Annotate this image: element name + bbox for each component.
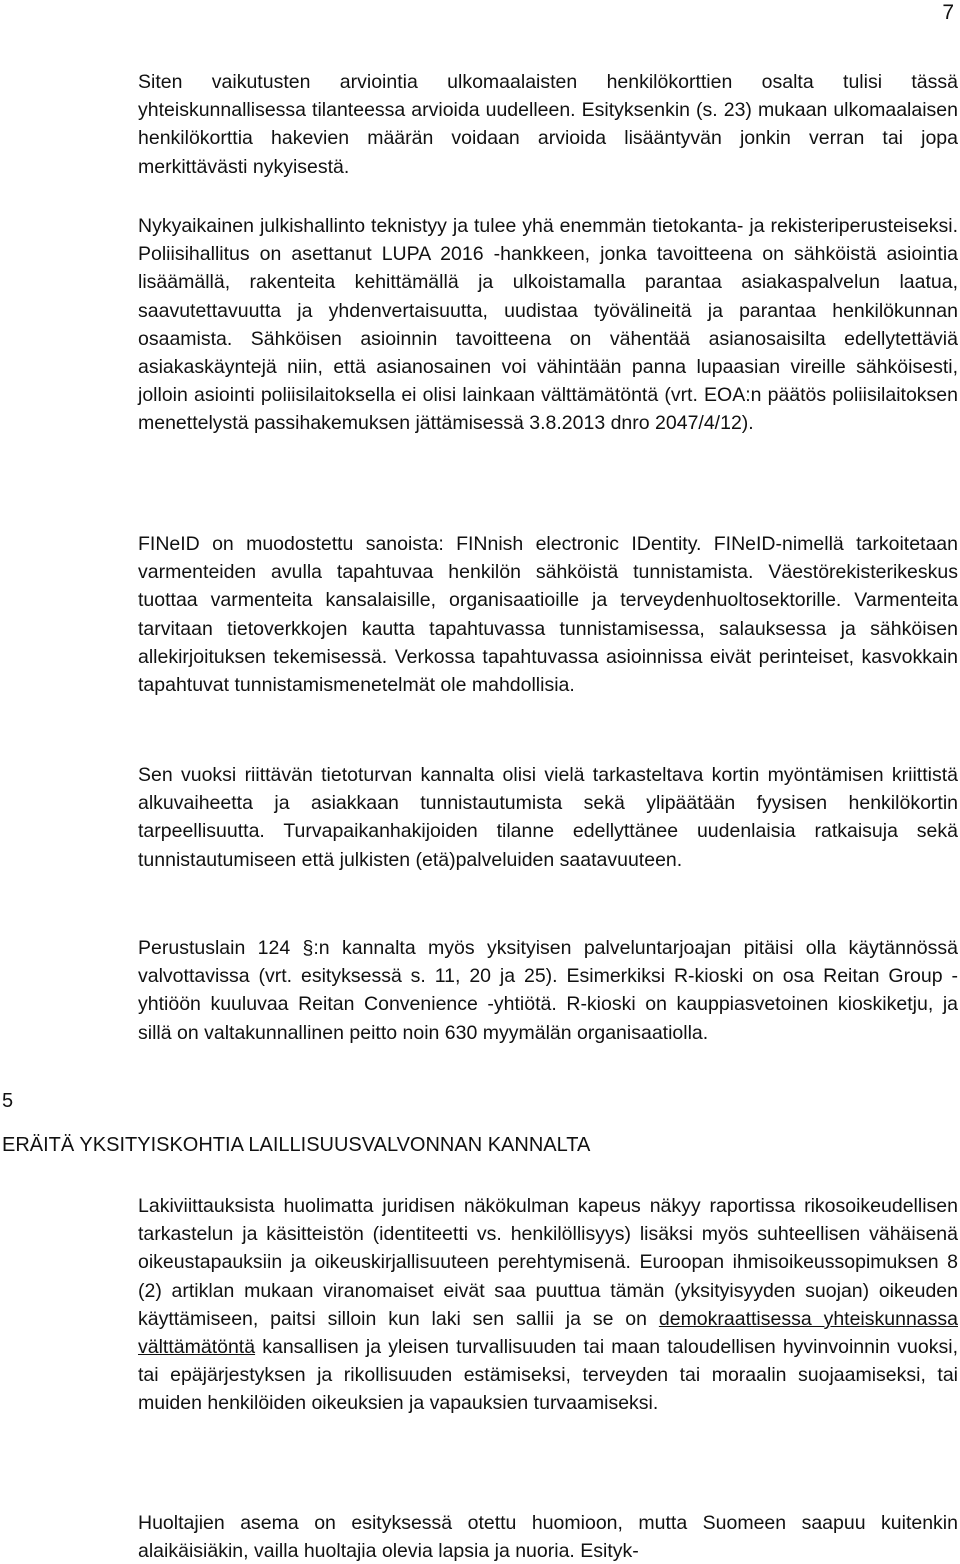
paragraph-fineid xyxy=(138,530,958,699)
paragraph-text xyxy=(138,1192,958,1418)
paragraph-lakiviittaukset xyxy=(138,1192,958,1418)
text-run: Lakiviittauksista huolimatta juridisen näkökulman kapeus näkyy raportissa rikosoikeudellisen tarkastelun ja käsitteistön (identiteetti vs. henkilöllisyys) lisäksi myös suhteellisen vähäisenä oikeustapauksiin ja oikeuskirjallisuuteen perehtymisenä. Euroopan ihmisoikeussopimuksen 8 (2) artiklan mukaan viranomaiset eivät saa puuttua tämän (yksityisyyden suojan) oikeuden käyttämiseen, paitsi silloin kun laki sen sallii ja se on xyxy=(138,1195,958,1330)
section-heading: ERÄITÄ YKSITYISKOHTIA LAILLISUUSVALVONNAN KANNALTA xyxy=(2,1134,591,1156)
paragraph-text: Huoltajien asema on esityksessä otettu huomioon, mutta Suomeen saapuu kuitenkin alaikäisiäkin, vailla huoltajia olevia lapsia ja nuoria. Esityk- xyxy=(138,1512,958,1563)
paragraph-perustuslaki xyxy=(138,934,958,1047)
paragraph-text: Sen vuoksi riittävän tietoturvan kannalta olisi vielä tarkasteltava kortin myöntämisen kriittistä alkuvaiheetta ja asiakkaan tunnistautumista sekä ylipäätään fyysisen henkilökortin tarpeellisuutta. Turvapaikanhakijoiden tilanne edellyttänee uudenlaisia ratkaisuja sekä tunnistautumiseen että julkisten (etä)palveluiden saatavuuteen. xyxy=(138,764,958,871)
section-number: 5 xyxy=(2,1090,14,1112)
paragraph-tietoturva xyxy=(138,761,958,874)
paragraph-text: Nykyaikainen julkishallinto teknistyy ja tulee yhä enemmän tietokanta- ja rekisteriperusteiseksi. Poliisihallitus on asettanut LUPA 2016 -hankkeen, jonka tavoitteena on sähköistä asiointia lisäämällä, rakenteita kehittämällä ja ulkoistamalla parantaa asiakaspalvelun laatua, saavutettavuutta ja yhdenvertaisuutta, uudistaa työvälineitä ja parantaa henkilökunnan osaamista. Sähköisen asioinnin tavoitteena on vähentää asianosaisilta edellytettäviä asiakaskäyntejä niin, että asianosainen voi vähintään panna lupaasian vireille sähköisesti, jolloin asiointi poliisilaitoksella ei olisi lainkaan välttämätöntä (vrt. EOA:n päätös poliisilaitoksen menettelystä passihakemuksen jättämisessä 3.8.2013 dnro 2047/4/12). xyxy=(138,215,958,435)
paragraph-julkishallinto xyxy=(138,212,958,438)
paragraph-huoltajat xyxy=(138,1509,958,1564)
page-number: 7 xyxy=(942,1,954,24)
text-run: kansallisen ja yleisen turvallisuuden tai maan taloudellisen hyvinvoinnin vuoksi, tai epäjärjestyksen ja rikollisuuden estämiseksi, terveyden tai moraalin suojaamiseksi, tai muiden henkilöiden oikeuksien ja vapauksien turvaamiseksi. xyxy=(138,1336,958,1415)
paragraph-text: Perustuslain 124 §:n kannalta myös yksityisen palveluntarjoajan pitäisi olla käytännössä valvottavissa (vrt. esityksessä s. 11, 20 ja 25). Esimerkiksi R-kioski on osa Reitan Group -yhtiöön kuuluvaa Reitan Convenience -yhtiötä. R-kioski on kauppiasvetoinen kioskiketju, ja sillä on valtakunnallinen peitto noin 630 myymälän organisaatiolla. xyxy=(138,937,958,1044)
paragraph-text: Siten vaikutusten arviointia ulkomaalaisten henkilökorttien osalta tulisi tässä yhteiskunnallisessa tilanteessa arvioida uudelleen. Esityksenkin (s. 23) mukaan ulkomaalaisen henkilökorttia hakevien määrän voidaan arvioida lisääntyvän jonkin verran tai jopa merkittävästi nykyisestä. xyxy=(138,71,958,178)
underlined-phrase: demokraattisessa yhteiskunnassa välttämätöntä xyxy=(138,1307,958,1359)
paragraph-text: FINeID on muodostettu sanoista: FINnish electronic IDentity. FINeID-nimellä tarkoitetaan varmenteiden avulla tapahtuvaa henkilön sähköistä tunnistamista. Väestörekisterikeskus tuottaa varmenteita kansalaisille, organisaatioille ja terveydenhuoltosektorille. Varmenteita tarvitaan tietoverkkojen kautta tapahtuvassa tunnistamisessa, salauksessa ja sähköisen allekirjoituksen tekemisessä. Verkossa tapahtuvassa asioinnissa eivät perinteiset, kasvokkain tapahtuvat tunnistamismenetelmät ole mahdollisia. xyxy=(138,533,958,697)
paragraph-ulkomaalaisten-henkilokortit xyxy=(138,68,958,181)
